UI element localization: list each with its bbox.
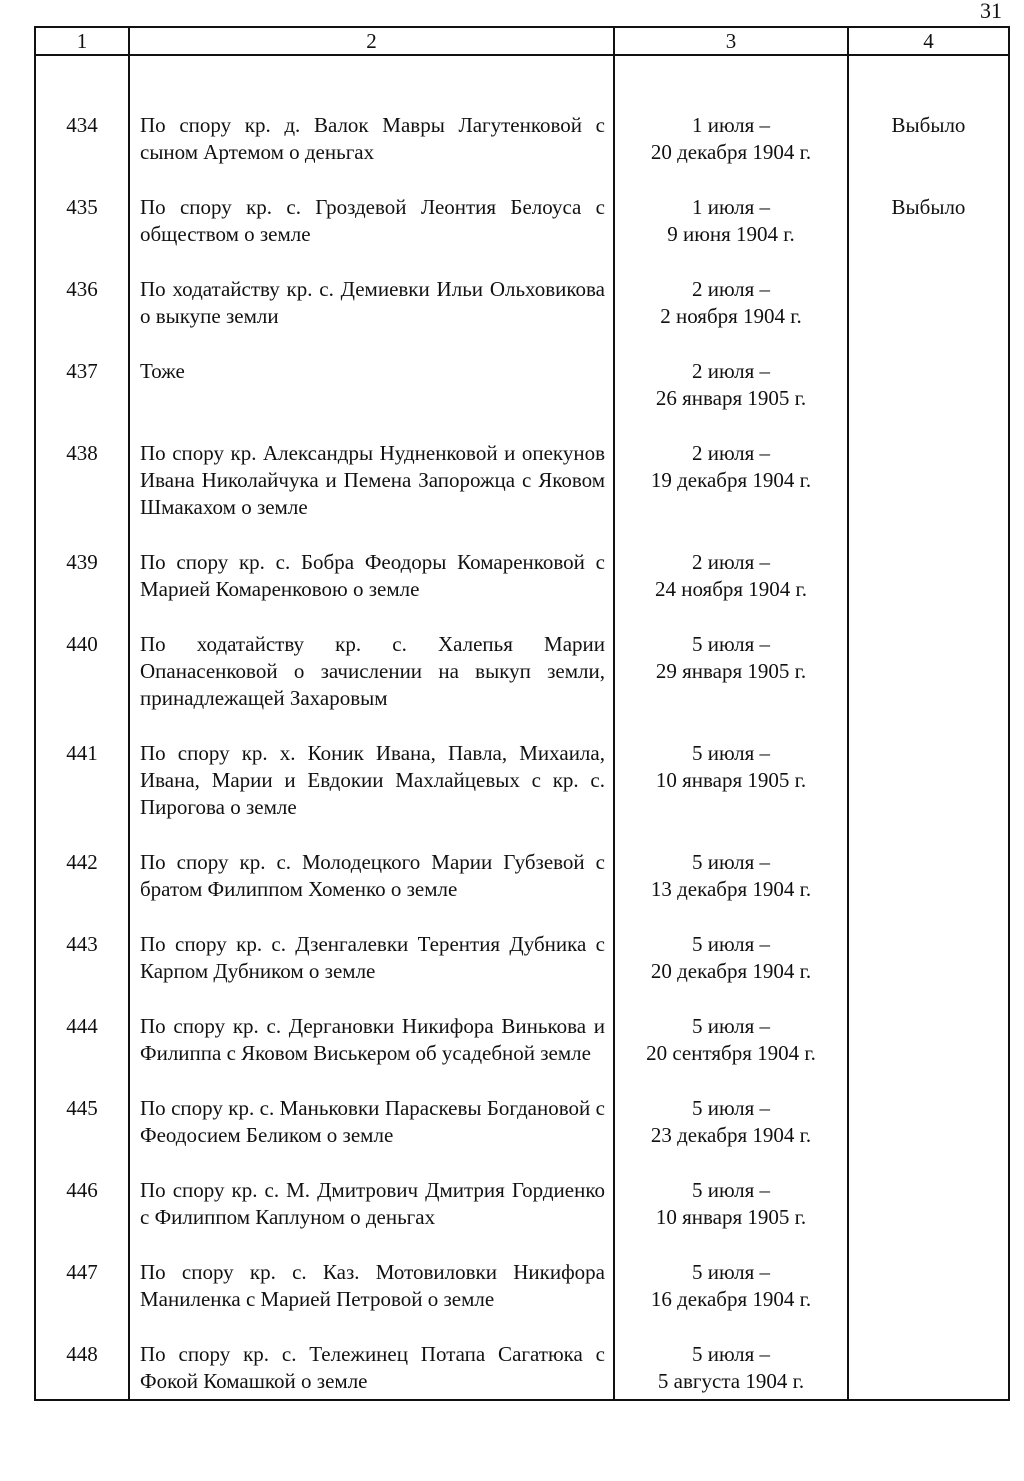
entry-number: 444 — [35, 985, 129, 1067]
entry-dates — [614, 903, 848, 985]
table-row — [35, 1067, 1009, 1149]
entry-number: 435 — [35, 166, 129, 248]
column-header: 3 — [614, 27, 848, 55]
date-start: 2 июля – — [691, 277, 771, 301]
entry-description: Тоже — [129, 330, 614, 412]
entry-note — [848, 248, 1009, 330]
date-end: 5 августа 1904 г. — [657, 1369, 805, 1393]
date-start: 1 июля – — [691, 195, 771, 219]
entry-note — [848, 903, 1009, 985]
date-end: 29 января 1905 г. — [655, 659, 807, 683]
date-end: 24 ноября 1904 г. — [654, 577, 808, 601]
page-number: 31 — [980, 0, 1002, 23]
entry-dates — [614, 248, 848, 330]
entry-note — [848, 521, 1009, 603]
table-row — [35, 330, 1009, 412]
entry-note — [848, 1149, 1009, 1231]
entry-note — [848, 603, 1009, 712]
entry-note — [848, 712, 1009, 821]
entry-dates — [614, 712, 848, 821]
entry-dates — [614, 1067, 848, 1149]
entry-description: По спору кр. с. Бобра Феодоры Комаренковой с Марией Комаренковою о земле — [129, 521, 614, 603]
entry-number: 442 — [35, 821, 129, 903]
entry-note — [848, 1231, 1009, 1313]
table-row — [35, 55, 1009, 166]
entry-dates — [614, 330, 848, 412]
date-start: 5 июля – — [691, 1096, 771, 1120]
date-start: 5 июля – — [691, 632, 771, 656]
entry-dates — [614, 412, 848, 521]
table-body — [35, 55, 1009, 1400]
date-start: 2 июля – — [691, 550, 771, 574]
entry-description: По ходатайству кр. с. Демиевки Ильи Ольховикова о выкупе земли — [129, 248, 614, 330]
entry-note — [848, 1067, 1009, 1149]
table-row — [35, 603, 1009, 712]
entry-dates — [614, 603, 848, 712]
entry-number: 443 — [35, 903, 129, 985]
table-row — [35, 166, 1009, 248]
entry-number: 436 — [35, 248, 129, 330]
entry-description: По спору кр. с. Гроздевой Леонтия Белоуса с обществом о земле — [129, 166, 614, 248]
table-row — [35, 903, 1009, 985]
date-end: 10 января 1905 г. — [655, 768, 807, 792]
date-end: 20 декабря 1904 г. — [650, 140, 812, 164]
column-header: 1 — [35, 27, 129, 55]
entry-dates — [614, 821, 848, 903]
table-row — [35, 1149, 1009, 1231]
table-row — [35, 521, 1009, 603]
table-row — [35, 412, 1009, 521]
entry-description: По спору кр. Александры Нудненковой и опекунов Ивана Николайчука и Пемена Запорожца с Яковом Шмакахом о земле — [129, 412, 614, 521]
register-table — [34, 26, 1010, 1401]
entry-description: По спору кр. с. Каз. Мотовиловки Никифора Маниленка с Марией Петровой о земле — [129, 1231, 614, 1313]
date-end: 16 декабря 1904 г. — [650, 1287, 812, 1311]
table-row — [35, 248, 1009, 330]
date-start: 5 июля – — [691, 1014, 771, 1038]
date-start: 2 июля – — [691, 359, 771, 383]
date-end: 20 сентября 1904 г. — [646, 1041, 816, 1065]
entry-number: 445 — [35, 1067, 129, 1149]
date-start: 5 июля – — [691, 850, 771, 874]
column-header: 4 — [848, 27, 1009, 55]
date-start: 5 июля – — [691, 932, 771, 956]
entry-dates — [614, 1231, 848, 1313]
entry-description: По спору кр. с. Дергановки Никифора Винькова и Филиппа с Яковом Виськером об усадебной земле — [129, 985, 614, 1067]
date-end: 26 января 1905 г. — [655, 386, 807, 410]
date-start: 2 июля – — [691, 441, 771, 465]
entry-number: 447 — [35, 1231, 129, 1313]
entry-description: По спору кр. с. Молодецкого Марии Губзевой с братом Филиппом Хоменко о земле — [129, 821, 614, 903]
entry-dates — [614, 1313, 848, 1400]
entry-number: 438 — [35, 412, 129, 521]
entry-description: По спору кр. х. Коник Ивана, Павла, Михаила, Ивана, Марии и Евдокии Махлайцевых с кр. с. Пирогова о земле — [129, 712, 614, 821]
date-start: 1 июля – — [691, 113, 771, 137]
date-end: 19 декабря 1904 г. — [650, 468, 812, 492]
table-row — [35, 1231, 1009, 1313]
date-start: 5 июля – — [691, 1342, 771, 1366]
entry-number: 440 — [35, 603, 129, 712]
entry-note: Выбыло — [848, 166, 1009, 248]
column-header: 2 — [129, 27, 614, 55]
entry-dates — [614, 55, 848, 166]
date-end: 13 декабря 1904 г. — [650, 877, 812, 901]
entry-description: По ходатайству кр. с. Халепья Марии Опанасенковой о зачислении на выкуп земли, принадлежащей Захаровым — [129, 603, 614, 712]
entry-note — [848, 330, 1009, 412]
table-row — [35, 821, 1009, 903]
date-end: 20 декабря 1904 г. — [650, 959, 812, 983]
date-start: 5 июля – — [691, 741, 771, 765]
entry-note: Выбыло — [848, 55, 1009, 166]
entry-note — [848, 412, 1009, 521]
entry-description: По спору кр. д. Валок Мавры Лагутенковой с сыном Артемом о деньгах — [129, 55, 614, 166]
entry-number: 446 — [35, 1149, 129, 1231]
header-row — [35, 27, 1009, 55]
date-start: 5 июля – — [691, 1260, 771, 1284]
table-row — [35, 1313, 1009, 1400]
entry-dates — [614, 521, 848, 603]
date-end: 9 июня 1904 г. — [667, 222, 795, 246]
entry-number: 434 — [35, 55, 129, 166]
entry-dates — [614, 1149, 848, 1231]
entry-note — [848, 821, 1009, 903]
entry-number: 437 — [35, 330, 129, 412]
date-end: 2 ноября 1904 г. — [660, 304, 802, 328]
entry-note — [848, 985, 1009, 1067]
table-row — [35, 985, 1009, 1067]
date-end: 23 декабря 1904 г. — [650, 1123, 812, 1147]
date-start: 5 июля – — [691, 1178, 771, 1202]
entry-description: По спору кр. с. М. Дмитрович Дмитрия Гордиенко с Филиппом Каплуном о деньгах — [129, 1149, 614, 1231]
entry-dates — [614, 985, 848, 1067]
entry-dates — [614, 166, 848, 248]
entry-note — [848, 1313, 1009, 1400]
entry-number: 439 — [35, 521, 129, 603]
entry-description: По спору кр. с. Дзенгалевки Терентия Дубника с Карпом Дубником о земле — [129, 903, 614, 985]
table-row — [35, 712, 1009, 821]
entry-description: По спору кр. с. Тележинец Потапа Сагатюка с Фокой Комашкой о земле — [129, 1313, 614, 1400]
date-end: 10 января 1905 г. — [655, 1205, 807, 1229]
entry-description: По спору кр. с. Маньковки Параскевы Богдановой с Феодосием Беликом о земле — [129, 1067, 614, 1149]
entry-number: 448 — [35, 1313, 129, 1400]
entry-number: 441 — [35, 712, 129, 821]
